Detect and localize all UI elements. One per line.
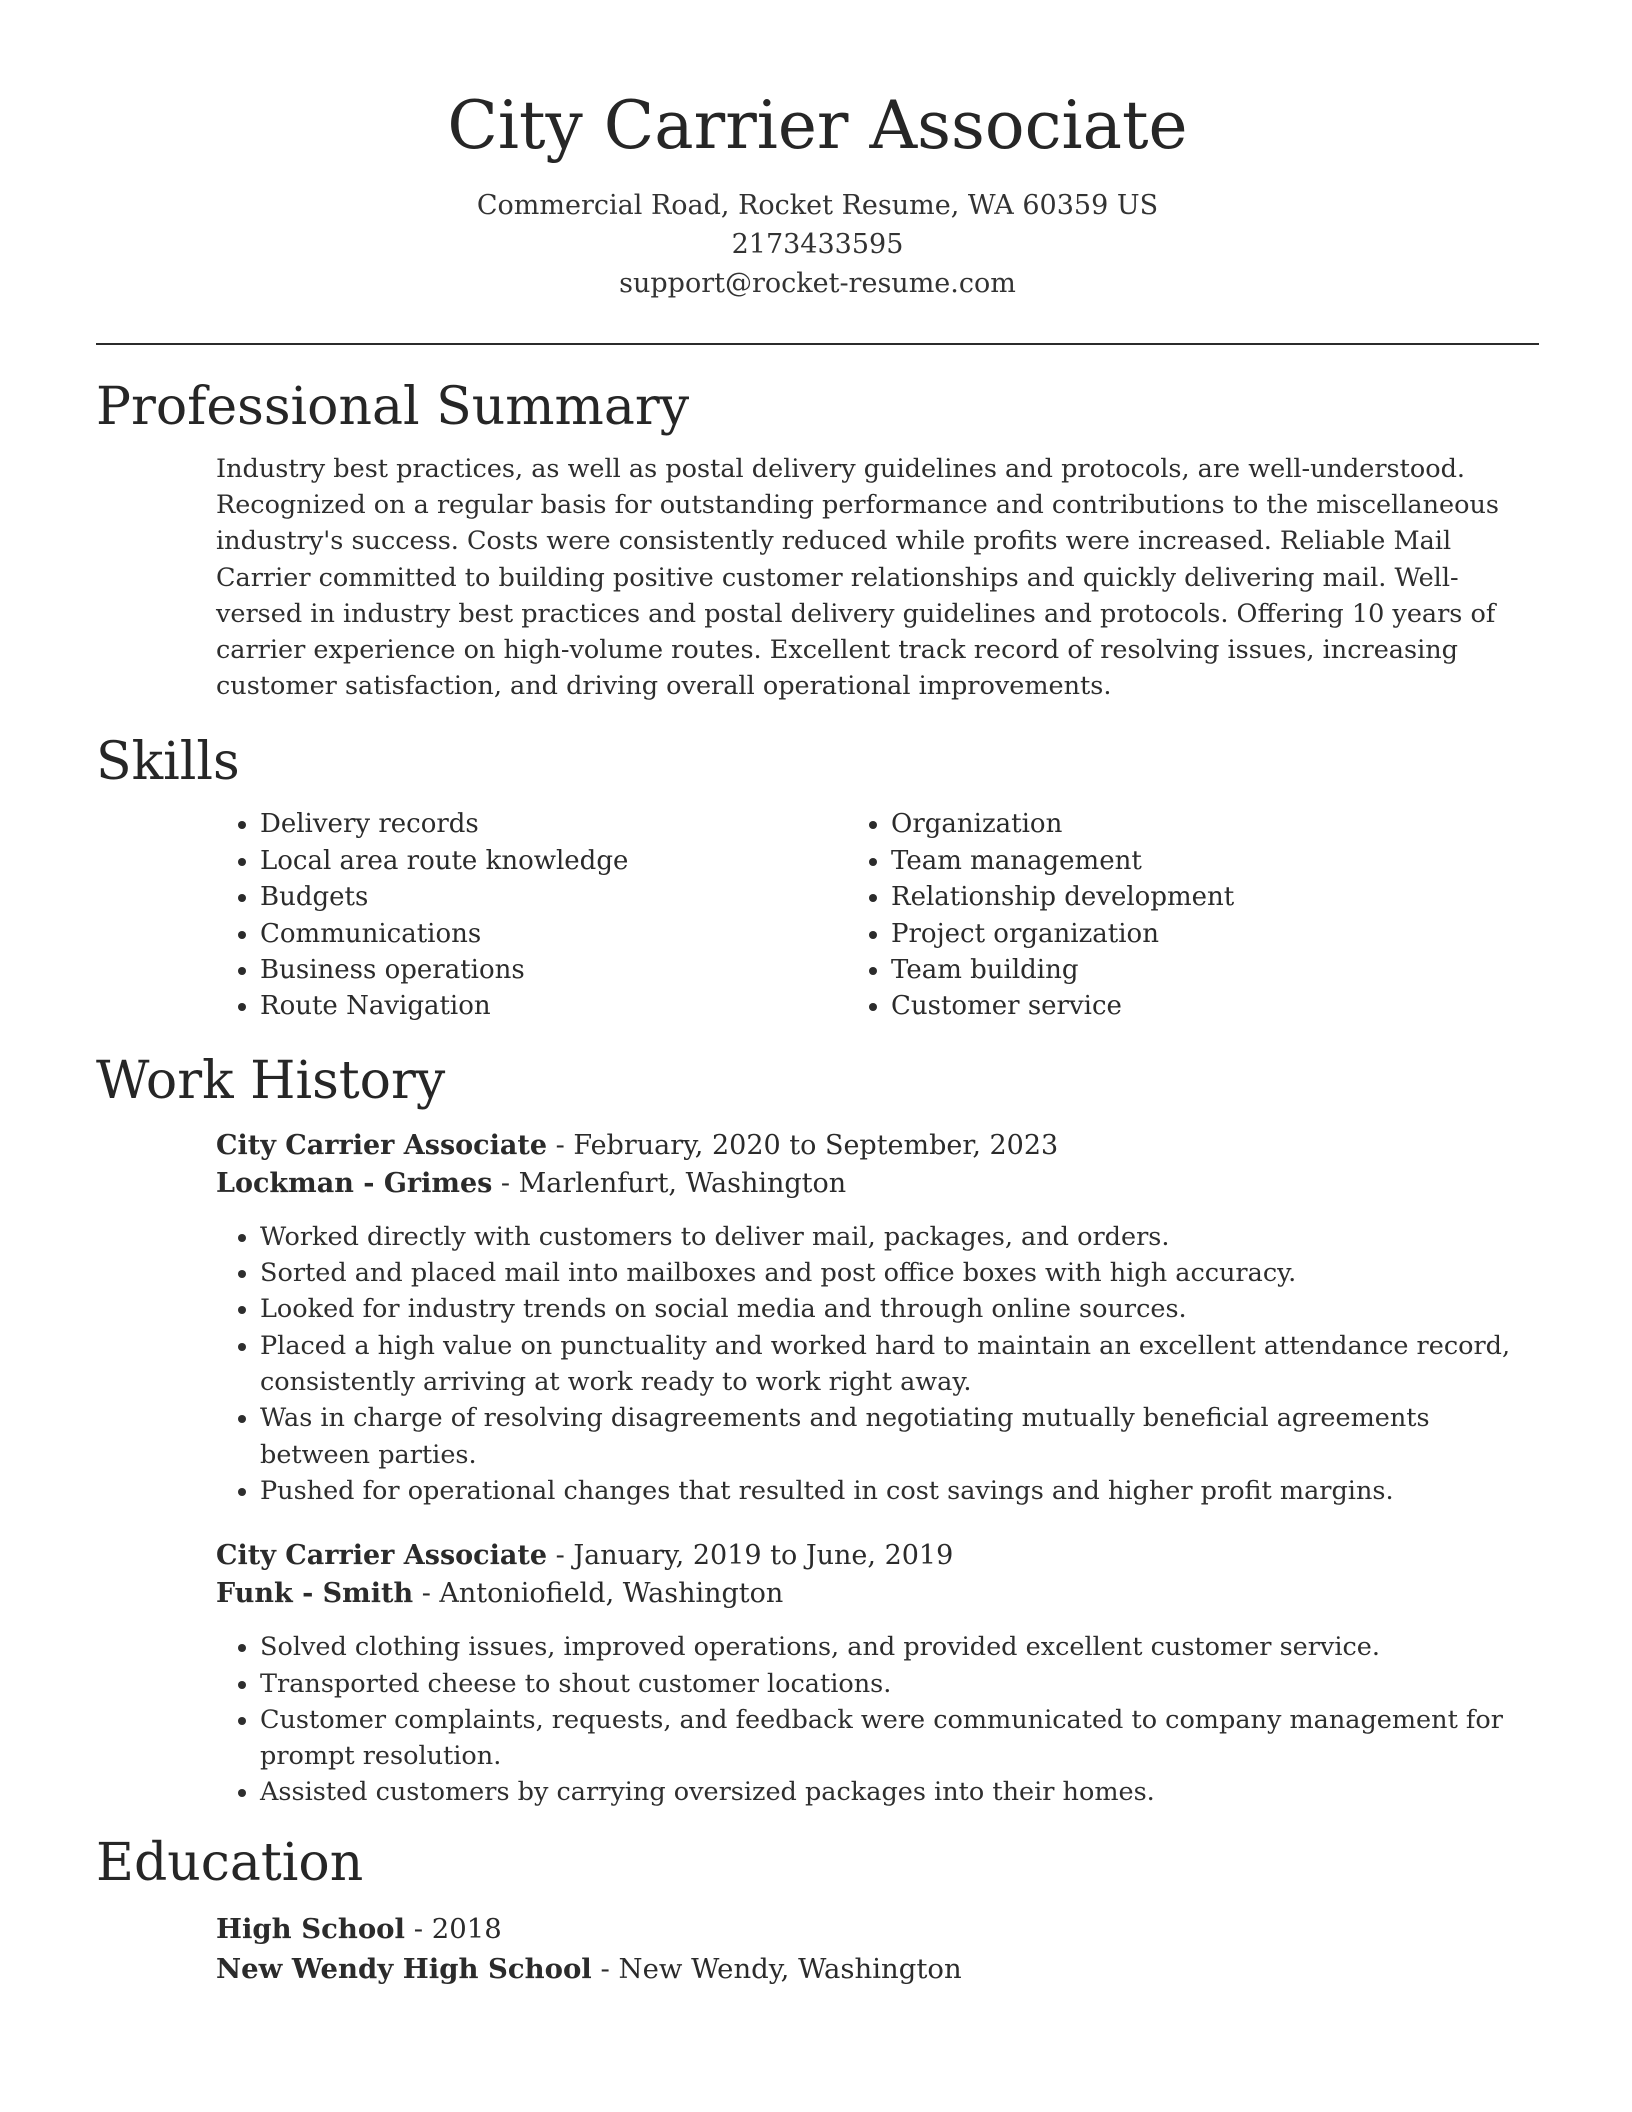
job-dates: January, 2019 to June, 2019: [573, 1540, 954, 1572]
duty-item: • Pushed for operational changes that resulted in cost savings and higher profit margins.: [260, 1473, 1539, 1509]
skill-item: • Business operations: [260, 952, 867, 988]
job-title-line: City Carrier Associate - February, 2020 to September, 2023: [216, 1129, 1059, 1161]
degree: High School: [216, 1912, 405, 1945]
contact-block: [96, 186, 1539, 303]
skill-item: • Organization: [891, 806, 1518, 842]
work-history-heading: Work History: [96, 1050, 446, 1111]
summary-heading: Professional Summary: [96, 377, 690, 437]
resume-header: [96, 0, 1539, 303]
education-entry: [216, 1909, 1539, 1989]
degree-line: High School - 2018: [216, 1912, 502, 1945]
duty-item: • Assisted customers by carrying oversized packages into their homes.: [260, 1774, 1539, 1810]
skills-heading: Skills: [96, 732, 240, 793]
duty-item: • Transported cheese to shout customer locations.: [260, 1666, 1539, 1702]
skill-item: • Budgets: [260, 879, 867, 915]
duty-item: • Sorted and placed mail into mailboxes and post office boxes with high accuracy.: [260, 1255, 1539, 1291]
duty-item: • Was in charge of resolving disagreements and negotiating mutually beneficial agreements between parties.: [260, 1400, 1539, 1473]
skill-item: • Project organization: [891, 916, 1518, 952]
job-position: City Carrier Associate: [216, 1129, 548, 1161]
job-company-line: Funk - Smith - Antoniofield, Washington: [216, 1578, 784, 1610]
skill-item: • Team management: [891, 843, 1518, 879]
job-company-line: Lockman - Grimes - Marlenfurt, Washington: [216, 1167, 847, 1199]
job-location: Antoniofield, Washington: [439, 1578, 784, 1610]
graduation-year: 2018: [431, 1912, 502, 1945]
job-entry: [216, 1537, 1539, 1810]
job-dates: February, 2020 to September, 2023: [573, 1129, 1059, 1161]
job-location: Marlenfurt, Washington: [518, 1167, 847, 1199]
duty-item: • Customer complaints, requests, and feedback were communicated to company management for prompt resolution.: [260, 1702, 1539, 1775]
skill-item: • Customer service: [891, 988, 1518, 1024]
skill-item: • Route Navigation: [260, 988, 867, 1024]
education-heading: Education: [96, 1832, 364, 1893]
skill-item: • Local area route knowledge: [260, 843, 867, 879]
resume-page: [96, 0, 1539, 1989]
job-company: Funk - Smith: [216, 1578, 414, 1610]
skill-item: • Team building: [891, 952, 1518, 988]
duty-item: • Solved clothing issues, improved operations, and provided excellent customer service.: [260, 1629, 1539, 1665]
duty-item: • Placed a high value on punctuality and worked hard to maintain an excellent attendance record, consistently arriving at work ready to work right away.: [260, 1328, 1539, 1401]
skills-column-left: [216, 806, 867, 1024]
job-duties: [216, 1629, 1539, 1810]
header-divider: [96, 343, 1539, 345]
school-name: New Wendy High School: [216, 1952, 592, 1985]
duty-item: • Looked for industry trends on social media and through online sources.: [260, 1291, 1539, 1327]
email: support@rocket-resume.com: [619, 268, 1016, 299]
job-position: City Carrier Associate: [216, 1540, 548, 1572]
school-location: New Wendy, Washington: [618, 1952, 962, 1985]
skill-item: • Communications: [260, 916, 867, 952]
job-entry: [216, 1127, 1539, 1509]
skills-column-right: [867, 806, 1518, 1024]
job-title-line: City Carrier Associate - January, 2019 to June, 2019: [216, 1540, 954, 1572]
skill-item: • Relationship development: [891, 879, 1518, 915]
school-line: New Wendy High School - New Wendy, Washington: [216, 1952, 962, 1985]
candidate-name: City Carrier Associate: [447, 87, 1188, 164]
duty-item: • Worked directly with customers to deliver mail, packages, and orders.: [260, 1219, 1539, 1255]
skill-item: • Delivery records: [260, 806, 867, 842]
job-company: Lockman - Grimes: [216, 1167, 493, 1199]
address: Commercial Road, Rocket Resume, WA 60359 US: [476, 190, 1159, 221]
summary-text: Industry best practices, as well as postal delivery guidelines and protocols, are well-understood. Recognized on a regular basis for outstanding performance and contributions to the miscellaneous industry's success. Costs were consistently reduced while profits were increased. Reliable Mail Carrier committed to building positive customer relationships and quickly delivering mail. Well-versed in industry best practices and postal delivery guidelines and protocols. Offering 10 years of carrier experience on high-volume routes. Excellent track record of resolving issues, increasing customer satisfaction, and driving overall operational improvements.: [216, 454, 1499, 702]
job-duties: [216, 1219, 1539, 1509]
phone: 2173433595: [731, 229, 904, 260]
skills-list: [216, 806, 1539, 1024]
